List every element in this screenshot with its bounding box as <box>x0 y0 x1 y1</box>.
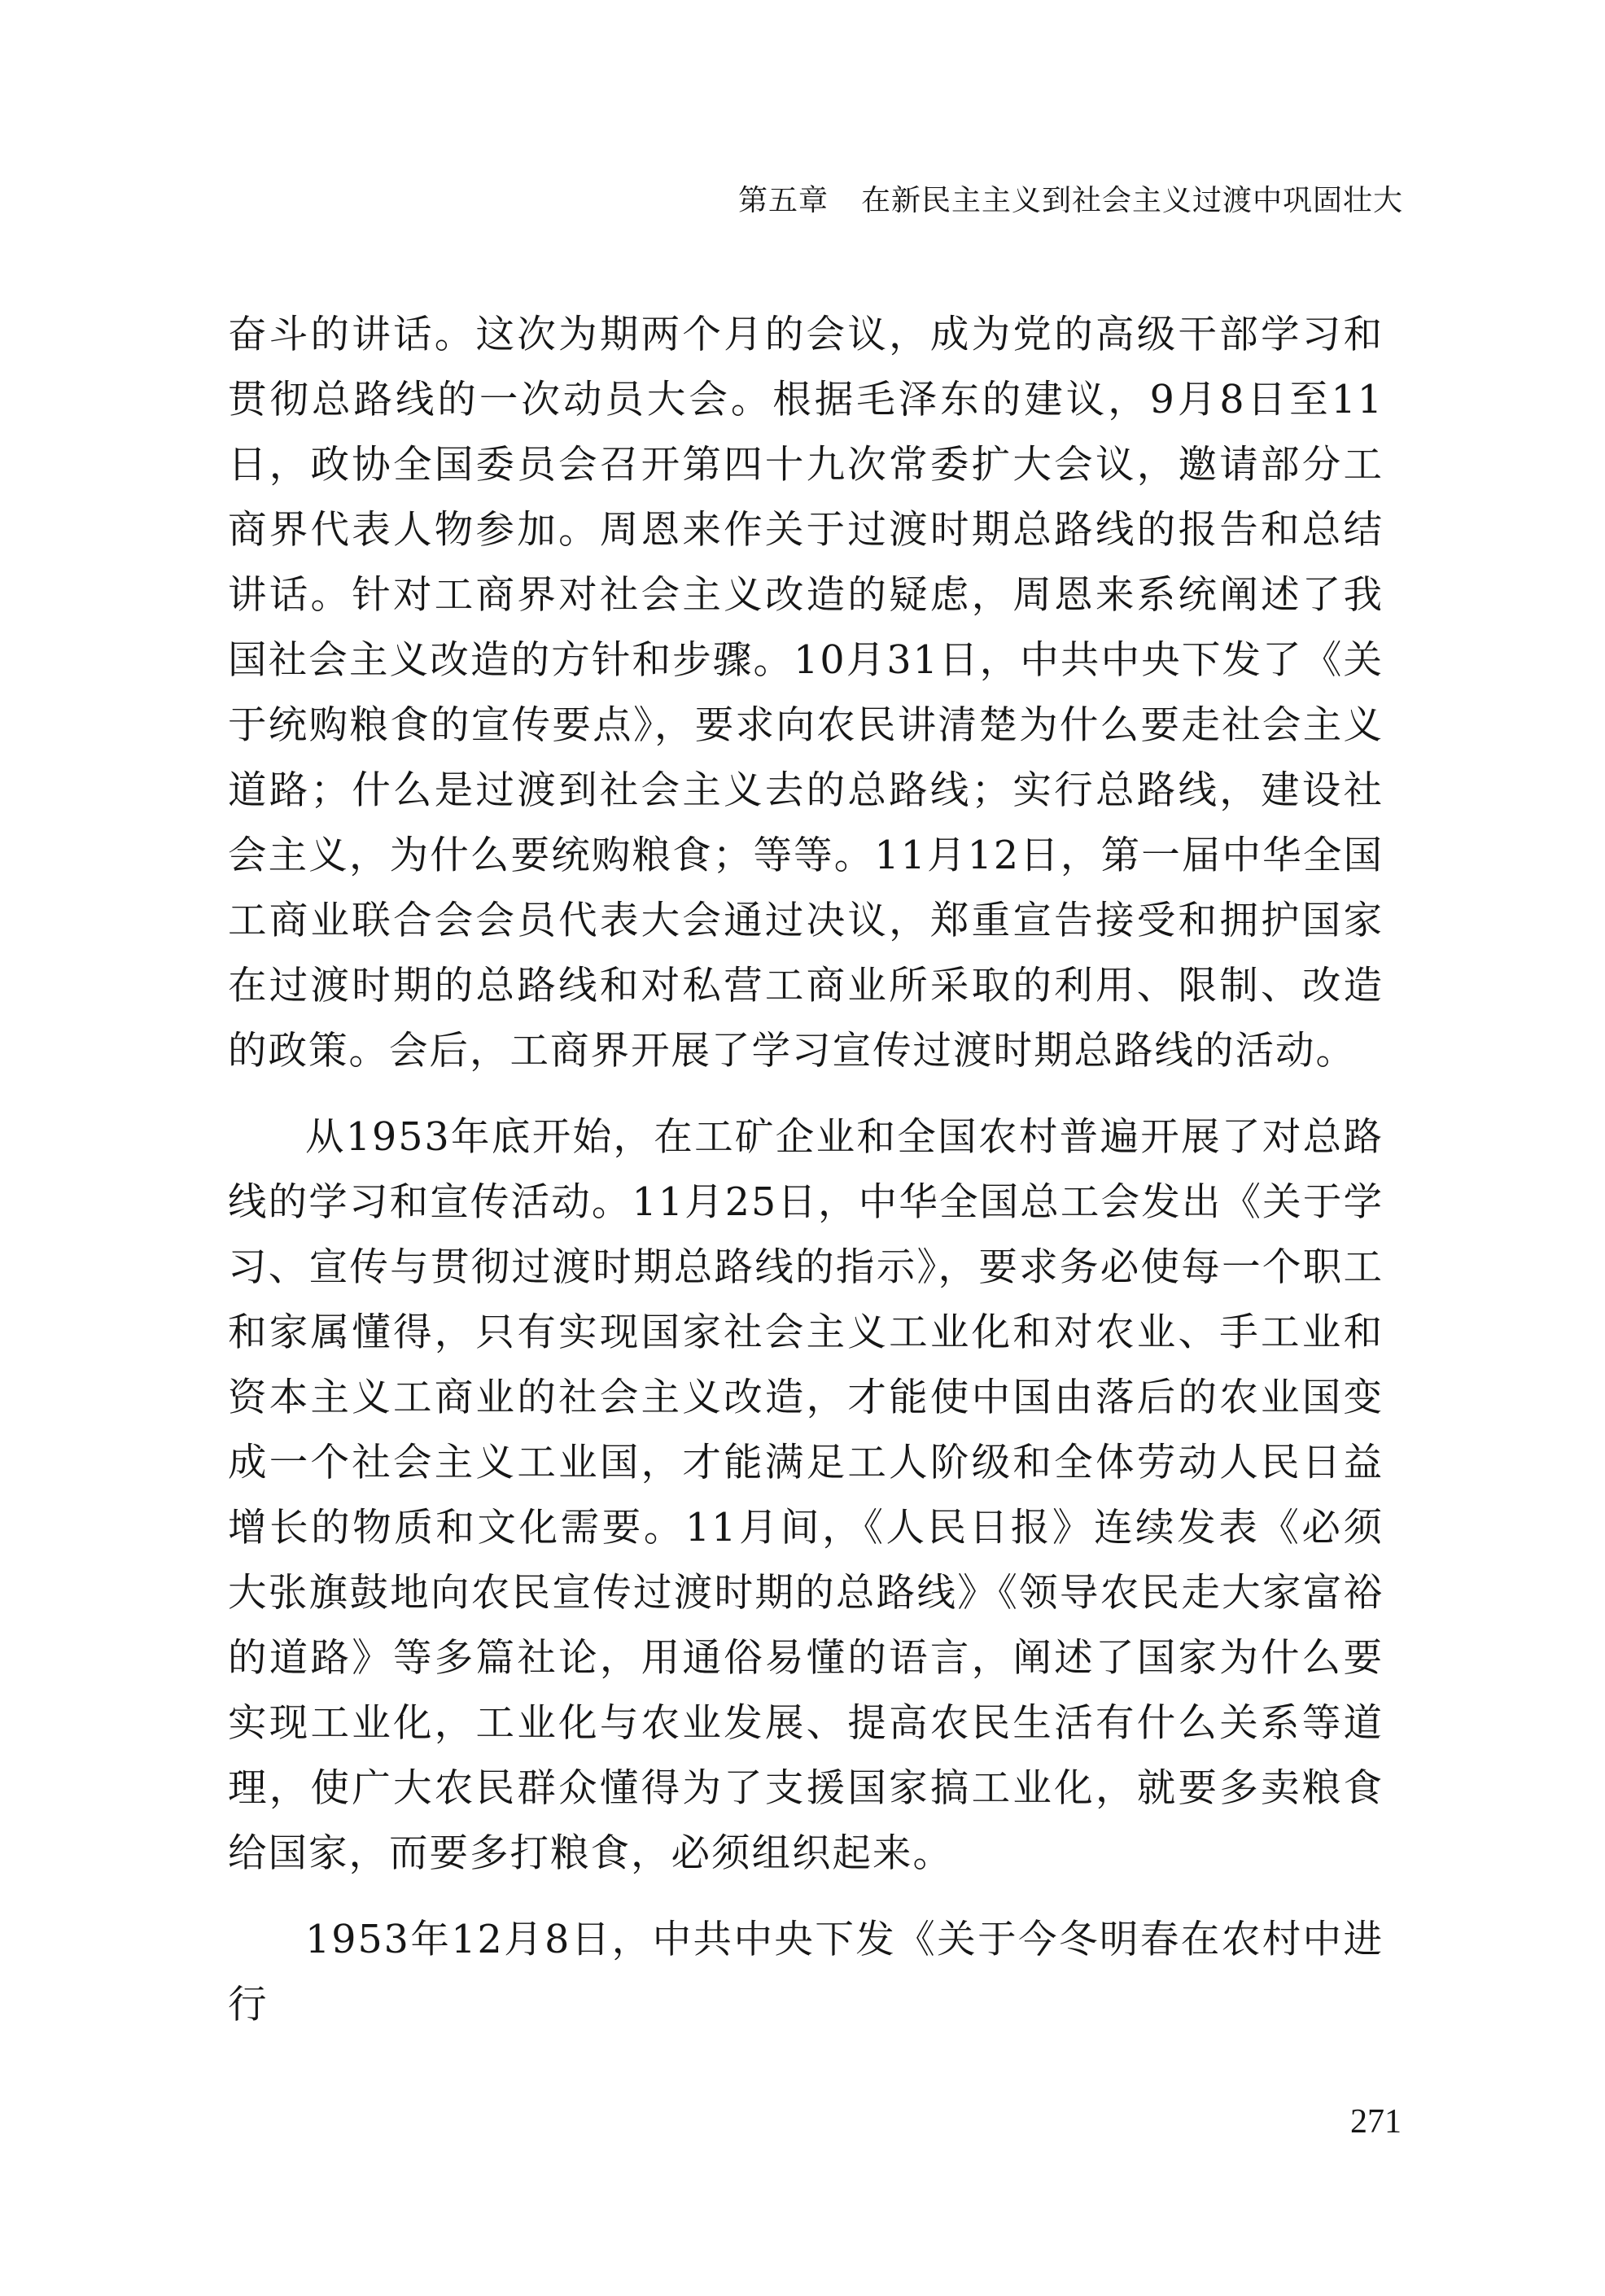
chapter-number: 第五章 <box>737 184 829 217</box>
paragraph: 1953年12月8日，中共中央下发《关于今冬明春在农村中进行 <box>228 1918 1384 2027</box>
page-number: 271 <box>1350 2103 1402 2141</box>
body-text <box>228 303 1384 2059</box>
running-header <box>738 181 1403 221</box>
paragraph: 奋斗的讲话。这次为期两个月的会议，成为党的高级干部学习和贯彻总路线的一次动员大会。根据毛泽东的建议，9月8日至11日，政协全国委员会召开第四十九次常委扩大会议，邀请部分工商界代表人物参加。周恩来作关于过渡时期总路线的报告和总结讲话。针对工商界对社会主义改造的疑虑，周恩来系统阐述了我国社会主义改造的方针和步骤。10月31日，中共中央下发了《关于统购粮食的宣传要点》，要求向农民讲清楚为什么要走社会主义道路；什么是过渡到社会主义去的总路线；实行总路线，建设社会主义，为什么要统购粮食；等等。11月12日，第一届中华全国工商业联合会会员代表大会通过决议，郑重宣告接受和拥护国家在过渡时期的总路线和对私营工商业所采取的利用、限制、改造的政策。会后，工商界开展了学习宣传过渡时期总路线的活动。 <box>228 313 1384 1074</box>
paragraph: 从1953年底开始，在工矿企业和全国农村普遍开展了对总路线的学习和宣传活动。11月25日，中华全国总工会发出《关于学习、宣传与贯彻过渡时期总路线的指示》，要求务必使每一个职工和家属懂得，只有实现国家社会主义工业化和对农业、手工业和资本主义工商业的社会主义改造，才能使中国由落后的农业国变成一个社会主义工业国，才能满足工人阶级和全体劳动人民日益增长的物质和文化需要。11月间，《人民日报》连续发表《必须大张旗鼓地向农民宣传过渡时期的总路线》《领导农民走大家富裕的道路》等多篇社论，用通俗易懂的语言，阐述了国家为什么要实现工业化，工业化与农业发展、提高农民生活有什么关系等道理，使广大农民群众懂得为了支援国家搞工业化，就要多卖粮食给国家，而要多打粮食，必须组织起来。 <box>228 1115 1384 1876</box>
chapter-title: 在新民主主义到社会主义过渡中巩固壮大 <box>860 184 1403 217</box>
